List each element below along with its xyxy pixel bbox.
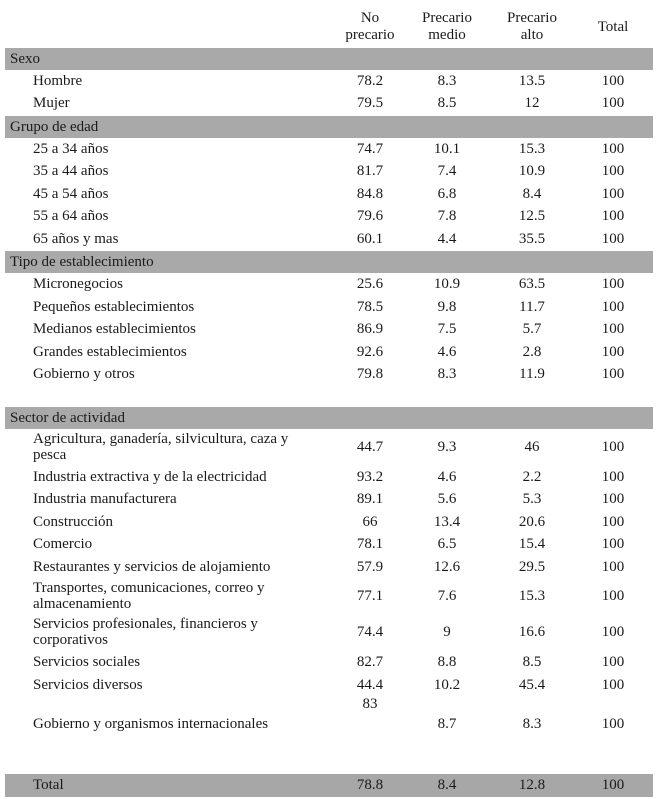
row-label: Gobierno y organismos internacionales — [33, 716, 269, 732]
cell-precario-medio: 9 — [443, 624, 451, 640]
cell-no-precario: 82.7 — [356, 654, 384, 670]
table-row — [0, 430, 662, 464]
row-label: Medianos establecimientos — [33, 321, 196, 337]
row-label: Restaurantes y servicios de alojamiento — [33, 559, 271, 575]
row-label: 25 a 34 años — [33, 141, 109, 157]
row-label: 65 años y mas — [33, 231, 119, 247]
cell-precario-medio: 8.5 — [437, 95, 457, 111]
header-line: No — [360, 10, 380, 26]
cell-precario-alto: 11.9 — [519, 366, 545, 382]
table-row — [0, 533, 662, 555]
cell-total: 100 — [601, 624, 625, 640]
section-header-grupo-de-edad: Grupo de edad — [5, 116, 653, 138]
cell-precario-alto: 63.5 — [518, 276, 546, 292]
section-header-tipo-de-establecimiento: Tipo de establecimiento — [5, 251, 653, 273]
cell-precario-alto: 12 — [524, 95, 540, 111]
label-line: Transportes, comunicaciones, correo y — [33, 580, 265, 596]
total-row — [5, 774, 653, 797]
cell-precario-alto: 35.5 — [518, 231, 546, 247]
cell-no-precario: 77.1 — [356, 588, 384, 604]
table-row — [0, 92, 662, 114]
cell-precario-alto: 8.5 — [522, 654, 542, 670]
row-label: Pequeños establecimientos — [33, 299, 195, 315]
table-row — [0, 318, 662, 340]
cell-precario-alto: 2.8 — [522, 344, 542, 360]
label-line: almacenamiento — [33, 596, 132, 612]
cell-precario-alto: 29.5 — [518, 559, 546, 575]
label-line: Servicios profesionales, financieros y — [33, 616, 258, 632]
row-label: Comercio — [33, 536, 93, 552]
header-line: Precario — [507, 10, 557, 26]
cell-no-precario: 74.7 — [356, 141, 384, 157]
row-label: Micronegocios — [33, 276, 123, 292]
header-line: Precario — [422, 10, 472, 26]
row-label: Grandes establecimientos — [33, 344, 187, 360]
cell-no-precario: 89.1 — [356, 491, 384, 507]
header-line: Total — [597, 19, 629, 35]
column-header-precario-alto — [496, 10, 568, 46]
cell-total: 100 — [601, 186, 625, 202]
row-label — [33, 431, 333, 463]
cell-precario-alto: 10.9 — [518, 163, 546, 179]
table-row — [0, 674, 662, 714]
cell-total: 100 — [601, 439, 625, 455]
cell-precario-medio: 4.4 — [437, 231, 457, 247]
cell-total: 100 — [601, 536, 625, 552]
column-header-precario-medio — [410, 10, 484, 46]
cell-precario-alto: 8.3 — [522, 716, 542, 732]
cell-no-precario: 79.6 — [356, 208, 384, 224]
cell-no-precario: 25.6 — [356, 276, 384, 292]
cell-precario-alto: 8.4 — [522, 186, 542, 202]
cell-precario-medio: 13.4 — [433, 514, 461, 530]
header-line: precario — [345, 27, 395, 43]
cell-total: 100 — [601, 491, 625, 507]
section-header-sexo: Sexo — [5, 48, 653, 70]
cell-precario-alto: 2.2 — [522, 469, 542, 485]
cell-no-precario: 86.9 — [356, 321, 384, 337]
row-label: Servicios diversos — [33, 677, 143, 693]
column-header-no-precario — [335, 10, 405, 46]
cell-no-precario: 81.7 — [356, 163, 384, 179]
total-precario-alto: 12.8 — [518, 777, 546, 793]
cell-precario-alto: 45.4 — [518, 677, 546, 693]
cell-total: 100 — [601, 208, 625, 224]
cell-precario-medio: 8.3 — [437, 73, 457, 89]
cell-precario-medio: 8.8 — [437, 654, 457, 670]
header-line: alto — [520, 27, 544, 43]
cell-total: 100 — [601, 73, 625, 89]
total-precario-medio: 8.4 — [437, 777, 457, 793]
cell-precario-medio: 7.8 — [437, 208, 457, 224]
cell-precario-alto: 13.5 — [518, 73, 546, 89]
cell-precario-medio: 6.8 — [437, 186, 457, 202]
cell-no-precario: 79.8 — [356, 366, 384, 382]
cell-no-precario: 78.1 — [356, 536, 384, 552]
row-label: 55 a 64 años — [33, 208, 109, 224]
cell-precario-medio: 10.2 — [433, 677, 461, 693]
table-row — [0, 511, 662, 533]
table-row — [0, 579, 662, 613]
cell-no-precario: 57.9 — [356, 559, 384, 575]
row-label: Hombre — [33, 73, 83, 89]
table-row — [0, 138, 662, 160]
cell-no-precario: 44.4 — [356, 677, 384, 693]
total-label: Total — [33, 777, 64, 793]
row-label — [33, 580, 333, 612]
header-line: medio — [428, 27, 466, 43]
cell-total: 100 — [601, 163, 625, 179]
section-header-sector-de-actividad: Sector de actividad — [5, 407, 653, 429]
label-line: pesca — [33, 447, 67, 463]
row-label: Servicios sociales — [33, 654, 141, 670]
cell-precario-medio: 9.3 — [437, 439, 457, 455]
cell-precario-medio: 12.6 — [433, 559, 461, 575]
row-label: Construcción — [33, 514, 113, 530]
cell-total: 100 — [601, 141, 625, 157]
cell-no-precario: 74.4 — [356, 624, 384, 640]
cell-total: 100 — [601, 716, 625, 732]
cell-precario-alto: 15.4 — [518, 536, 546, 552]
cell-precario-medio: 10.9 — [433, 276, 461, 292]
row-label — [33, 616, 333, 648]
label-line: corporativos — [33, 632, 108, 648]
cell-total: 100 — [601, 469, 625, 485]
cell-no-precario: 66 — [362, 514, 378, 530]
cell-no-precario: 44.7 — [356, 439, 384, 455]
cell-precario-medio: 10.1 — [433, 141, 461, 157]
table-row — [0, 615, 662, 649]
cell-no-precario: 79.5 — [356, 95, 384, 111]
cell-precario-alto: 46 — [524, 439, 540, 455]
cell-precario-alto: 12.5 — [518, 208, 546, 224]
cell-total: 100 — [601, 514, 625, 530]
table-row — [0, 466, 662, 488]
cell-total: 100 — [601, 654, 625, 670]
cell-no-precario: 78.2 — [356, 73, 384, 89]
table-row — [0, 488, 662, 510]
table-row — [0, 183, 662, 205]
cell-precario-medio: 4.6 — [437, 469, 457, 485]
table-row — [0, 160, 662, 182]
table-row — [0, 296, 662, 318]
table-row — [0, 205, 662, 227]
cell-precario-medio: 4.6 — [437, 344, 457, 360]
cell-overflow-value: 83 — [362, 696, 378, 712]
table-row — [0, 228, 662, 250]
table-row — [0, 713, 662, 735]
cell-precario-medio: 8.3 — [437, 366, 457, 382]
cell-total: 100 — [601, 344, 625, 360]
cell-total: 100 — [601, 95, 625, 111]
cell-precario-medio: 7.4 — [437, 163, 457, 179]
cell-precario-medio: 9.8 — [437, 299, 457, 315]
cell-precario-medio: 6.5 — [437, 536, 457, 552]
cell-total: 100 — [601, 321, 625, 337]
cell-no-precario: 93.2 — [356, 469, 384, 485]
table-row — [0, 363, 662, 385]
cell-total: 100 — [601, 366, 625, 382]
cell-no-precario: 60.1 — [356, 231, 384, 247]
table-row — [0, 651, 662, 673]
cell-total: 100 — [601, 559, 625, 575]
cell-total: 100 — [601, 588, 625, 604]
table-row — [0, 341, 662, 363]
table-row — [0, 70, 662, 92]
cell-precario-alto: 15.3 — [518, 588, 546, 604]
row-label: Gobierno y otros — [33, 366, 135, 382]
table-row — [0, 273, 662, 295]
cell-total: 100 — [601, 231, 625, 247]
cell-no-precario: 92.6 — [356, 344, 384, 360]
row-label: 35 a 44 años — [33, 163, 109, 179]
cell-precario-alto: 5.7 — [522, 321, 542, 337]
row-label: 45 a 54 años — [33, 186, 109, 202]
cell-total: 100 — [601, 677, 625, 693]
cell-no-precario: 84.8 — [356, 186, 384, 202]
cell-precario-medio: 7.6 — [437, 588, 457, 604]
cell-total: 100 — [601, 299, 625, 315]
cell-precario-alto: 16.6 — [518, 624, 546, 640]
row-label: Industria extractiva y de la electricidad — [33, 469, 267, 485]
cell-precario-alto: 5.3 — [522, 491, 542, 507]
cell-precario-alto: 11.7 — [519, 299, 545, 315]
cell-precario-alto: 15.3 — [518, 141, 546, 157]
cell-total: 100 — [601, 276, 625, 292]
cell-precario-medio: 5.6 — [437, 491, 457, 507]
cell-precario-medio: 7.5 — [437, 321, 457, 337]
label-line: Agricultura, ganadería, silvicultura, caza y — [33, 431, 289, 447]
row-label: Industria manufacturera — [33, 491, 177, 507]
table-row — [0, 556, 662, 578]
cell-precario-medio: 8.7 — [437, 716, 457, 732]
cell-precario-alto: 20.6 — [518, 514, 546, 530]
total-total: 100 — [601, 777, 625, 793]
cell-no-precario: 78.5 — [356, 299, 384, 315]
total-no-precario: 78.8 — [356, 777, 384, 793]
row-label: Mujer — [33, 95, 70, 111]
